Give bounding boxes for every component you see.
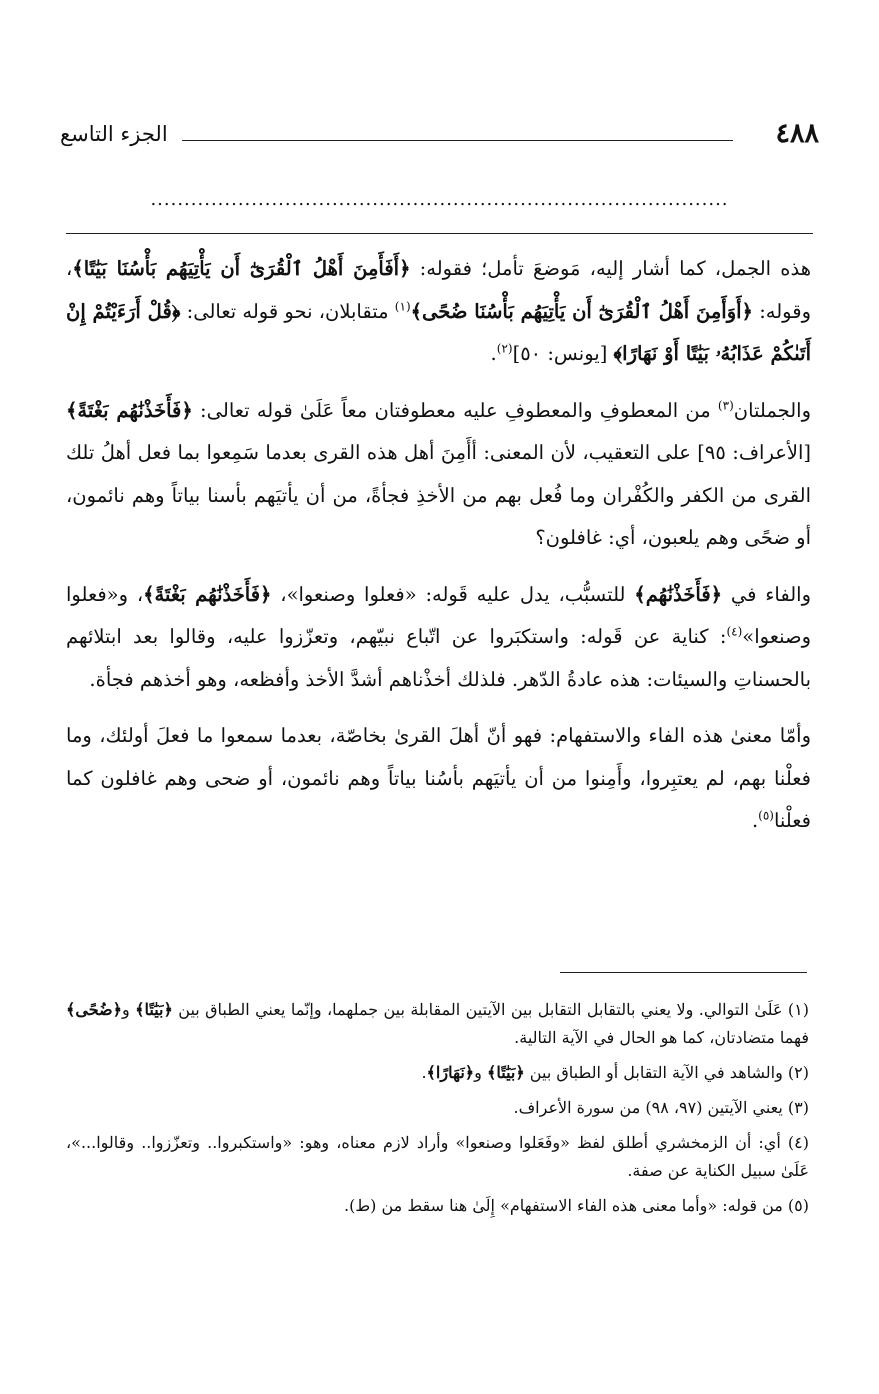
footnote-1 (66, 996, 809, 1052)
footnote-rule (560, 972, 807, 973)
running-title: الجزء التاسع (60, 122, 168, 146)
footnote-4: (٤) أي: أن الزمخشري أطلق لفظ «وفَعَلوا وصنعوا» وأراد لازم معناه، وهو: «واستكبروا.. وتعزّزوا.. وقالوا...»، عَلَىٰ سبيل الكناية عن صفة. (66, 1133, 809, 1180)
text-run: . (421, 1063, 427, 1082)
text-run: من المعطوفِ والمعطوفِ عليه معطوفتان معاً عَلَىٰ قوله تعالى: (192, 398, 718, 422)
header-rule (182, 140, 733, 141)
quran-verse: ﴿فَأَخَذْنَٰهُم بَغْتَةً﴾ (66, 398, 193, 422)
text-run: . (751, 809, 759, 832)
text-run: متقابلان، نحو قوله تعالى: (180, 299, 395, 323)
page-header (60, 118, 819, 158)
quran-verse: ﴿أَفَأَمِنَ أَهْلُ ٱلْقُرَىٰٓ أَن يَأْتِيَهُم بَأْسُنَا بَيَٰتًا﴾ (72, 257, 411, 280)
footnote-2 (66, 1059, 809, 1087)
quran-word: ﴿بَيَٰتًا﴾ (135, 1000, 173, 1019)
quran-verse: ﴿فَأَخَذْنَٰهُم بَغْتَةً﴾ (143, 582, 272, 606)
paragraph-2 (66, 390, 811, 560)
paragraph-1 (66, 248, 811, 376)
paragraph-4 (66, 715, 811, 843)
text-run: و (122, 1000, 136, 1019)
quran-verse: ﴿قُلْ أَرَءَيْتُمْ إِنْ أَتَىٰكُمْ عَذَابُهُۥ بَيَٰتًا أَوْ نَهَارًا﴾ (66, 299, 811, 365)
text-run: . (490, 342, 497, 365)
text-run: للتسبُّب، يدل عليه قَوله: «فعلوا وصنعوا»، (271, 582, 635, 606)
footnotes (66, 996, 809, 1227)
text-run: هذه الجمل، كما أشار إليه، مَوضعَ تأمل؛ فقوله: (410, 257, 811, 280)
text-run: : كناية عن قَوله: واستكبَروا عن اتّباع نبيّهم، وتعزّزوا عليه، وقالوا بعد ابتلائهم بالحسناتِ والسيئات: هذه عادةُ الدّهر. فلذلك أخذْناهم أشدَّ الأخذ وأفظعه، وهو أخذهم فجأة. (66, 625, 811, 691)
quran-verse: ﴿أَوَأَمِنَ أَهْلُ ٱلْقُرَىٰٓ أَن يَأْتِيَهُم بَأْسُنَا ضُحًى﴾ (410, 299, 753, 323)
text-run: ، وقوله: (66, 257, 811, 323)
page-number: ٤٨٨ (775, 118, 819, 149)
text-run: فهما متضادتان، كما هو الحال في الآية التالية. (514, 1028, 809, 1047)
paragraph-3 (66, 574, 811, 702)
text-run: والجملتان (733, 398, 811, 422)
text-run: و (474, 1063, 487, 1082)
text-run: (١) عَلَىٰ التوالي. ولا يعني بالتقابل التقابل بين الآيتين المقابلة بين جملهما، وإنّما يعني الطباق بين (172, 1000, 810, 1019)
text-run: والفاء في (722, 582, 811, 606)
quran-verse: ﴿فَأَخَذْنَٰهُم﴾ (634, 582, 723, 606)
text-run: ، و«فعلوا وصنعوا» (66, 582, 811, 648)
footnote-marker: (٥) (758, 808, 774, 823)
text-run: [الأعراف: ٩٥] على التعقيب، لأن المعنى: أأَمِنَ أهل هذه القرى بعدما سَمِعوا بما فعل أهلُ تلك القرى من الكفر والكُفْران وما فُعل بهم من الأخذِ فجأةً، من أن يأتيَهم بأسنا بياتاً وهم نائمون، أو ضحًى وهم يلعبون، أي: غافلون؟ (66, 441, 811, 549)
text-run: (٢) والشاهد في الآية التقابل أو الطباق بين (524, 1063, 809, 1082)
quran-word: ﴿بَيَٰتًا﴾ (486, 1063, 525, 1082)
quran-word: ﴿ضُحًى﴾ (66, 1000, 122, 1019)
footnote-marker: (٤) (726, 624, 743, 639)
text-run: وأمّا معنىٰ هذه الفاء والاستفهام: فهو أنّ أهلَ القرىٰ بخاصّة، بعدما سمعوا ما فعلَ أولئك، وما فعلْنا بهم، لم يعتبِروا، وأَمِنوا من أن يأتيَهم بأسُنا بياتاً وهم نائمون، أو ضحى وهم غافلون كما فعلْنا (66, 724, 811, 832)
text-run: [يونس: ٥٠] (512, 342, 614, 365)
dotted-separator: ...................................................................................... (150, 190, 729, 210)
footnote-3: (٣) يعني الآيتين (٩٧، ٩٨) من سورة الأعراف. (513, 1098, 809, 1117)
footnote-5: (٥) من قوله: «وأما معنى هذه الفاء الاستفهام» إِلَىٰ هنا سقط من (ط). (344, 1196, 809, 1215)
footnote-marker: (١) (394, 299, 411, 313)
footnote-marker: (٢) (496, 341, 513, 356)
footnote-marker: (٣) (717, 398, 734, 412)
quran-word: ﴿نَهَارًا﴾ (426, 1063, 475, 1082)
top-rule (66, 233, 813, 234)
main-text (66, 248, 811, 857)
